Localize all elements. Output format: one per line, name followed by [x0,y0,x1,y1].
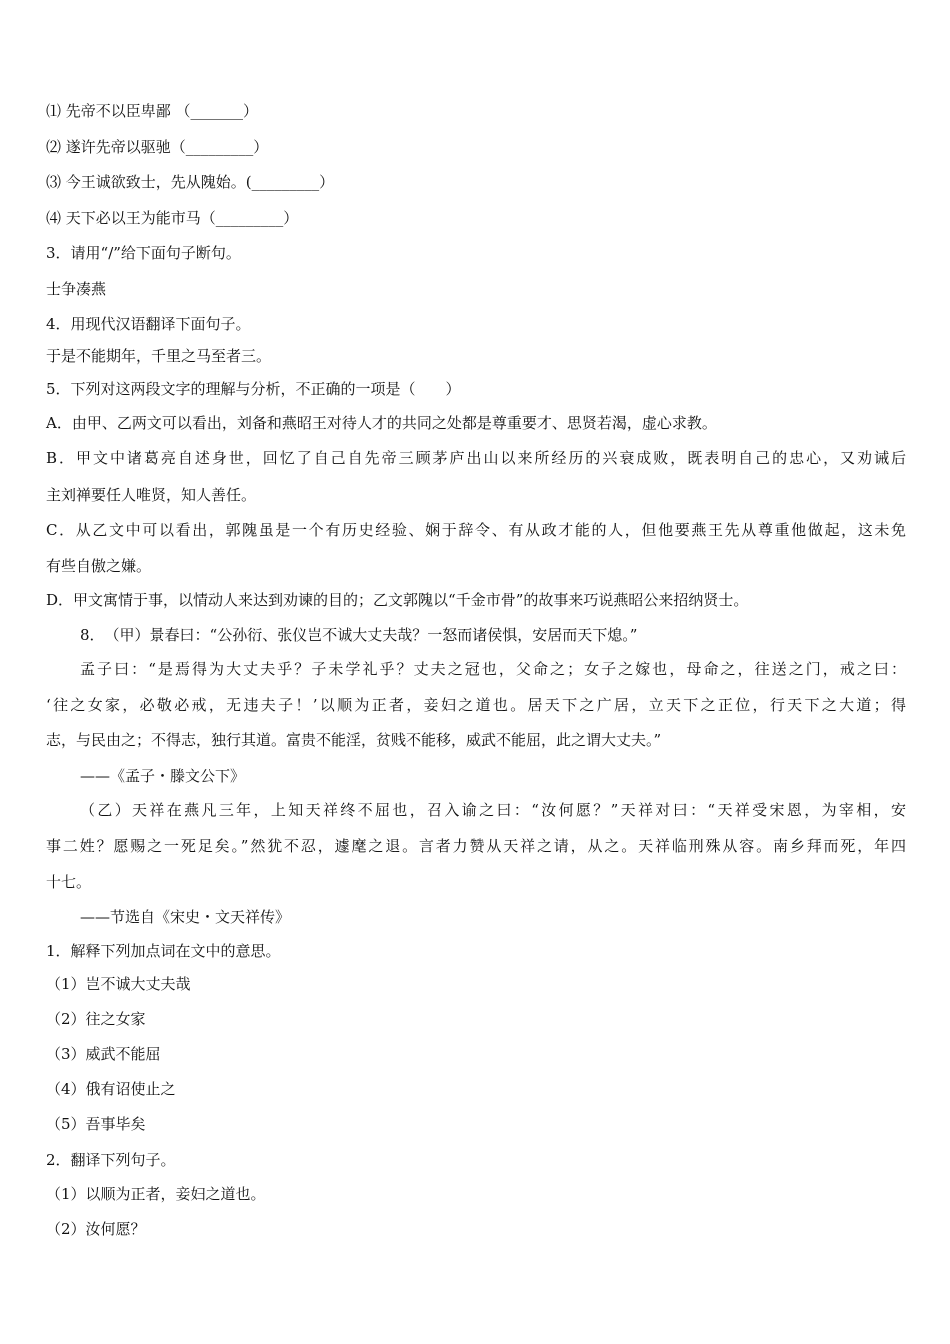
question-2-prompt: 2．翻译下列句子。 [46,1151,176,1169]
passage-yi-line-3: 十七。 [46,873,92,891]
sub-question-1: ⑴ 先帝不以臣卑鄙 （_______） [46,102,259,120]
question-5-prompt: 5．下列对这两段文字的理解与分析，不正确的一项是（ ） [46,380,461,398]
question-1-item-1: （1）岂不诚大丈夫哉 [46,975,191,993]
question-1-item-5: （5）吾事毕矣 [46,1115,146,1133]
question-3-prompt: 3．请用“/”给下面句子断句。 [46,244,241,262]
option-c-line-1: C．从乙文中可以看出，郭隗虽是一个有历史经验、娴于辞令、有从政才能的人，但他要燕王先从尊重他做起，这未免 [46,521,906,539]
option-d: D．甲文寓情于事，以情动人来达到劝谏的目的；乙文郭隗以“千金市骨”的故事来巧说燕昭公来招纳贤士。 [46,591,749,609]
question-1-item-4: （4）俄有诏使止之 [46,1080,176,1098]
passage-yi-source: ——节选自《宋史・文天祥传》 [80,908,291,926]
sub-question-2: ⑵ 遂许先帝以驱驰（_________） [46,138,269,156]
question-3-sentence: 士争凑燕 [46,280,107,298]
question-4-prompt: 4．用现代汉语翻译下面句子。 [46,315,251,333]
sub-question-3: ⑶ 今王诚欲致士，先从隗始。(_________） [46,173,335,191]
passage-jia-source: ——《孟子・滕文公下》 [80,767,246,785]
option-b-line-2: 主刘禅要任人唯贤，知人善任。 [46,486,257,504]
passage-yi-line-1: （乙）天祥在燕凡三年，上知天祥终不屈也，召入谕之曰：“汝何愿？”天祥对曰：“天祥受宋恩，为宰相，安 [80,801,906,819]
option-c-line-2: 有些自傲之嫌。 [46,557,152,575]
passage-jia-line-4: 志，与民由之；不得志，独行其道。富贵不能淫，贫贱不能移，威武不能屈，此之谓大丈夫。” [46,731,662,749]
sub-question-4: ⑷ 天下必以王为能市马（_________） [46,209,299,227]
passage-yi-line-2: 事二姓？愿赐之一死足矣。”然犹不忍，遽麾之退。言者力赞从天祥之请，从之。天祥临刑殊从容。南乡拜而死，年四 [46,837,906,855]
question-4-sentence: 于是不能期年，千里之马至者三。 [46,347,272,365]
question-2-item-1: （1）以顺为正者，妾妇之道也。 [46,1185,266,1203]
question-1-prompt: 1．解释下列加点词在文中的意思。 [46,942,281,960]
passage-jia-line-1: 8． （甲）景春曰：“公孙衍、张仪岂不诚大丈夫哉？一怒而诸侯惧，安居而天下熄。” [80,626,638,644]
passage-jia-line-2: 孟子曰：“是焉得为大丈夫乎？子未学礼乎？丈夫之冠也，父命之；女子之嫁也，母命之，往送之门，戒之曰： [80,660,906,678]
question-1-item-2: （2）往之女家 [46,1010,146,1028]
question-2-item-2: （2）汝何愿？ [46,1220,146,1238]
option-b-line-1: B．甲文中诸葛亮自述身世，回忆了自己自先帝三顾茅庐出山以来所经历的兴衰成败，既表明自己的忠心，又劝诫后 [46,449,906,467]
passage-jia-line-3: ‘往之女家，必敬必戒，无违夫子！’以顺为正者，妾妇之道也。居天下之广居，立天下之正位，行天下之大道；得 [46,696,906,714]
option-a: A．由甲、乙两文可以看出，刘备和燕昭王对待人才的共同之处都是尊重要才、思贤若渴，虚心求教。 [46,414,717,432]
question-1-item-3: （3）威武不能屈 [46,1045,161,1063]
